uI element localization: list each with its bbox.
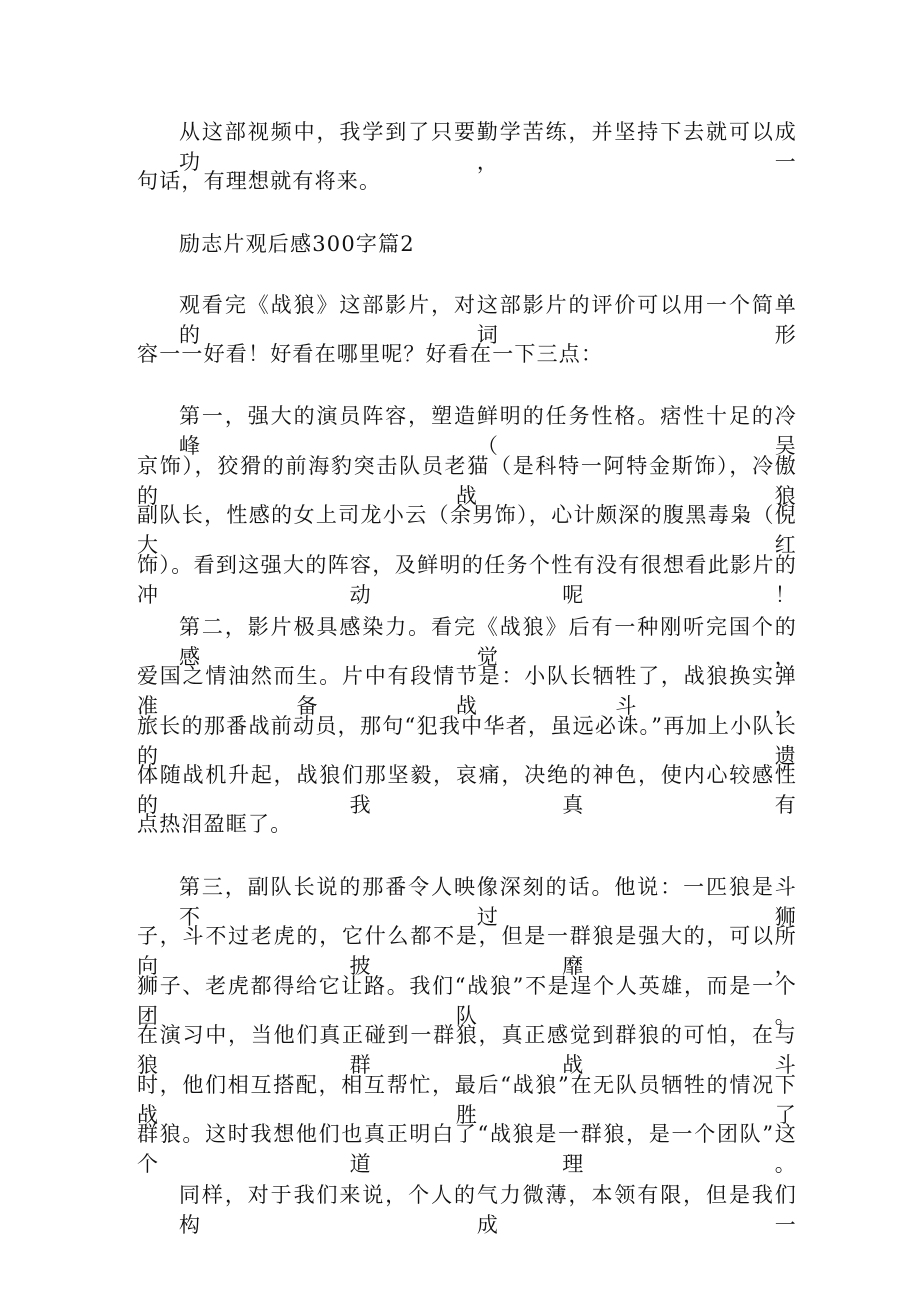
paragraph-2-line-1: 观看完《战狼》这部影片，对这部影片的评价可以用一个简单的词形	[179, 293, 797, 347]
paragraph-4-line-5: 点热泪盈眶了。	[137, 812, 293, 836]
paragraph-4-line-1: 第二，影片极具感染力。看完《战狼》后有一种刚听完国个的感觉，	[179, 615, 797, 669]
paragraph-5-line-3: 狮子、老虎都得给它让路。我们“战狼”不是逞个人英雄，而是一个团队。	[137, 974, 797, 1028]
paragraph-4-line-3: 旅长的那番战前动员，那句“犯我中华者，虽远必诛。”再加上小队长的遗	[137, 714, 797, 768]
paragraph-3-line-4: 饰）。看到这强大的阵容，及鲜明的任务个性有没有很想看此影片的冲动呢！	[137, 553, 797, 607]
paragraph-5-line-2: 子，斗不过老虎的，它什么都不是，但是一群狼是强大的，可以所向披靡，	[137, 924, 797, 978]
paragraph-5-line-1: 第三，副队长说的那番令人映像深刻的话。他说：一匹狼是斗不过狮	[179, 875, 797, 929]
paragraph-4-line-2: 爱国之情油然而生。片中有段情节是：小队长牺牲了，战狼换实弹准备战斗，	[137, 664, 797, 718]
paragraph-5-line-4: 在演习中，当他们真正碰到一群狼，真正感觉到群狼的可怕，在与狼群战斗	[137, 1023, 797, 1077]
paragraph-4-line-4: 体随战机升起，战狼们那坚毅，哀痛，决绝的神色，使内心较感性的我真有	[137, 763, 797, 817]
paragraph-3-line-2: 京饰），狡猾的前海豹突击队员老猫（是科特一阿特金斯饰），冷傲的战狼	[137, 454, 797, 508]
paragraph-3-line-1: 第一，强大的演员阵容，塑造鲜明的任务性格。痞性十足的冷峰（吴	[179, 404, 797, 458]
paragraph-2-line-2: 容一一好看！好看在哪里呢？好看在一下三点：	[137, 342, 604, 366]
paragraph-6-line-1: 同样，对于我们来说，个人的气力微薄，本领有限，但是我们构成一	[179, 1183, 797, 1237]
paragraph-1-line-2: 句话，有理想就有将来。	[137, 169, 382, 193]
paragraph-3-line-3: 副队长，性感的女上司龙小云（余男饰），心计颇深的腹黑毒枭（倪大红	[137, 503, 797, 557]
section-heading: 励志片观后感300字篇2	[179, 232, 415, 256]
paragraph-5-line-5: 时，他们相互搭配，相互帮忙，最后“战狼”在无队员牺牲的情况下战胜了	[137, 1073, 797, 1127]
paragraph-1-line-1: 从这部视频中，我学到了只要勤学苦练，并坚持下去就可以成功，一	[179, 120, 797, 174]
paragraph-5-line-6: 群狼。这时我想他们也真正明白了“战狼是一群狼，是一个团队”这个道理。	[137, 1122, 797, 1176]
